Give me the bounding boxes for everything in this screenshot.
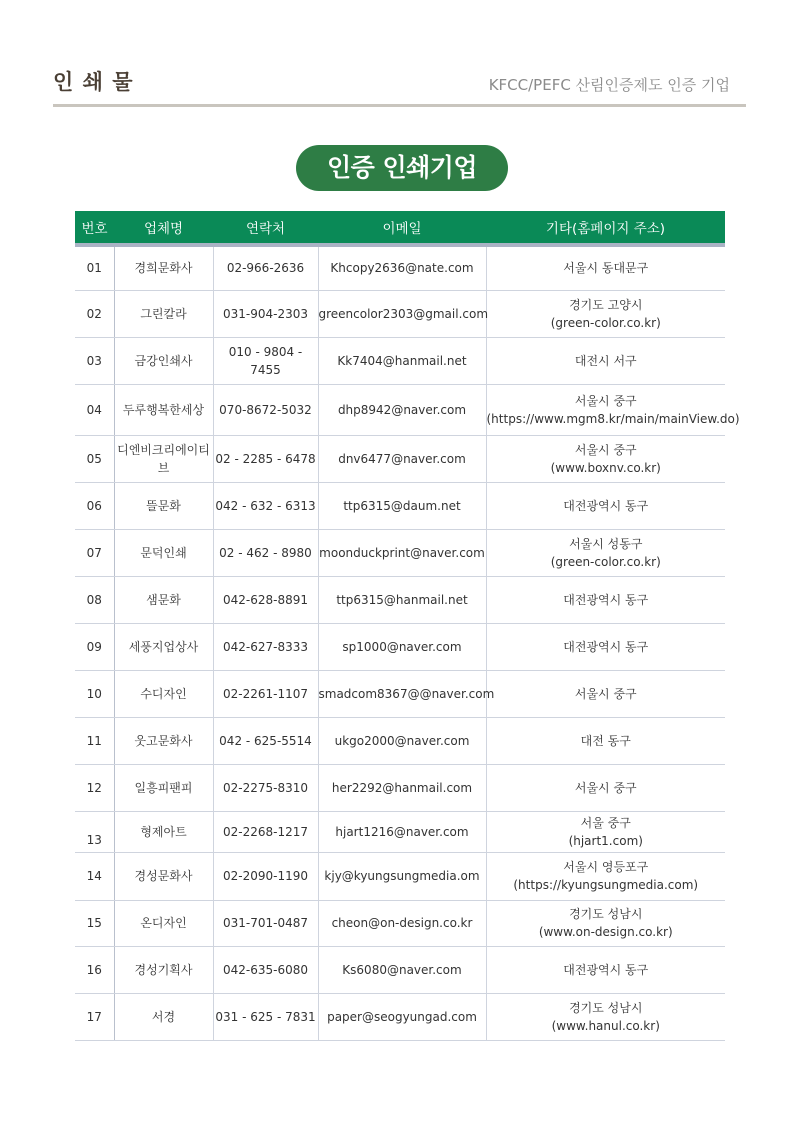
- etc-address: 대전광역시 동구: [563, 962, 649, 977]
- etc-homepage: (green-color.co.kr): [550, 554, 661, 569]
- table-row: [75, 384, 725, 435]
- cell-email: Khcopy2636@nate.com: [318, 245, 486, 290]
- cell-company-name: 샘문화: [114, 576, 213, 623]
- cell-etc: [486, 717, 725, 764]
- table-row: [75, 993, 725, 1040]
- column-header-no: 번호: [75, 211, 114, 245]
- cell-number: 03: [75, 337, 114, 384]
- cell-company-name: 세풍지업상사: [114, 623, 213, 670]
- etc-address: 서울시 중구: [574, 686, 637, 701]
- table-row: [75, 576, 725, 623]
- page-header: [53, 66, 746, 104]
- cell-company-name: 서경: [114, 993, 213, 1040]
- etc-homepage: (www.hanul.co.kr): [551, 1018, 660, 1033]
- cell-etc: [486, 576, 725, 623]
- certified-printers-table: [75, 211, 740, 1041]
- cell-phone: 042 - 632 - 6313: [213, 482, 318, 529]
- etc-address: 경기도 고양시: [569, 297, 643, 312]
- cell-email: ttp6315@hanmail.net: [318, 576, 486, 623]
- cell-email: moonduckprint@naver.com: [318, 529, 486, 576]
- cell-etc: [486, 337, 725, 384]
- cell-phone: 031-701-0487: [213, 900, 318, 946]
- cell-phone: 042-628-8891: [213, 576, 318, 623]
- cell-number: 08: [75, 576, 114, 623]
- cell-etc: [486, 482, 725, 529]
- cell-etc: [486, 290, 725, 337]
- cell-phone: 02-2261-1107: [213, 670, 318, 717]
- cell-company-name: 뜰문화: [114, 482, 213, 529]
- table-row: [75, 245, 725, 290]
- cell-phone: 02-2275-8310: [213, 764, 318, 811]
- etc-address: 대전시 서구: [574, 353, 637, 368]
- cell-number: 05: [75, 435, 114, 482]
- cell-phone: 042-635-6080: [213, 946, 318, 993]
- etc-homepage: (hjart1.com): [568, 833, 643, 848]
- cell-number: 02: [75, 290, 114, 337]
- column-header-email: 이메일: [318, 211, 486, 245]
- cell-phone: 042 - 625-5514: [213, 717, 318, 764]
- cell-company-name: 경희문화사: [114, 245, 213, 290]
- table-row: [75, 717, 725, 764]
- cell-number: 06: [75, 482, 114, 529]
- cell-company-name: 금강인쇄사: [114, 337, 213, 384]
- cell-number: 01: [75, 245, 114, 290]
- cell-email: cheon@on-design.co.kr: [318, 900, 486, 946]
- etc-address: 대전광역시 동구: [563, 498, 649, 513]
- cell-etc: [486, 764, 725, 811]
- cell-email: Kk7404@hanmail.net: [318, 337, 486, 384]
- cell-phone: 070-8672-5032: [213, 384, 318, 435]
- cell-etc: [486, 245, 725, 290]
- cell-company-name: 경성문화사: [114, 852, 213, 900]
- cell-number: 10: [75, 670, 114, 717]
- cell-company-name: 두루행복한세상: [114, 384, 213, 435]
- table-row: [75, 764, 725, 811]
- table-header-row: [75, 211, 725, 245]
- cell-phone: 02 - 462 - 8980: [213, 529, 318, 576]
- header-divider: [53, 104, 746, 107]
- table-row: [75, 623, 725, 670]
- cell-company-name: 형제아트: [114, 811, 213, 852]
- page-title: 인증 인쇄기업: [296, 145, 508, 191]
- etc-address: 대전광역시 동구: [563, 592, 649, 607]
- table-row: [75, 852, 725, 900]
- etc-address: 대전광역시 동구: [563, 639, 649, 654]
- cell-etc: [486, 852, 725, 900]
- etc-address: 서울시 영등포구: [563, 860, 649, 874]
- cell-phone: 031-904-2303: [213, 290, 318, 337]
- table-row: [75, 290, 725, 337]
- etc-address: 경기도 성남시: [569, 907, 643, 921]
- cell-phone: 010 - 9804 - 7455: [213, 337, 318, 384]
- cell-email: kjy@kyungsungmedia.om: [318, 852, 486, 900]
- cell-email: greencolor2303@gmail.com: [318, 290, 486, 337]
- cell-email: smadcom8367@@naver.com: [318, 670, 486, 717]
- etc-homepage: (https://kyungsungmedia.com): [513, 878, 699, 892]
- cell-number: 04: [75, 384, 114, 435]
- header-subtitle: KFCC/PEFC 산림인증제도 인증 기업: [488, 76, 730, 94]
- cell-phone: 042-627-8333: [213, 623, 318, 670]
- column-header-etc: 기타(홈페이지 주소): [486, 211, 725, 245]
- cell-number: 07: [75, 529, 114, 576]
- cell-phone: 02 - 2285 - 6478: [213, 435, 318, 482]
- cell-email: ttp6315@daum.net: [318, 482, 486, 529]
- cell-company-name: 경성기획사: [114, 946, 213, 993]
- cell-number: 16: [75, 946, 114, 993]
- cell-company-name: 디엔비크리에이티브: [114, 435, 213, 482]
- etc-address: 서울시 중구: [574, 780, 637, 795]
- table-row: [75, 670, 725, 717]
- etc-address: 대전 동구: [580, 733, 631, 748]
- cell-phone: 031 - 625 - 7831: [213, 993, 318, 1040]
- etc-address: 서울시 동대문구: [563, 261, 649, 276]
- cell-email: paper@seogyungad.com: [318, 993, 486, 1040]
- cell-etc: [486, 529, 725, 576]
- etc-address: 서울시 성동구: [569, 536, 643, 551]
- etc-homepage: (https://www.mgm8.kr/main/mainView.do): [486, 411, 740, 426]
- cell-company-name: 일흥피팬피: [114, 764, 213, 811]
- section-title: 인 쇄 물: [53, 70, 134, 94]
- cell-company-name: 웃고문화사: [114, 717, 213, 764]
- table-row: [75, 529, 725, 576]
- etc-address: 서울 중구: [580, 815, 631, 830]
- table-row: [75, 337, 725, 384]
- cell-etc: [486, 900, 725, 946]
- cell-number: 09: [75, 623, 114, 670]
- etc-homepage: (www.on-design.co.kr): [538, 925, 673, 939]
- cell-email: dnv6477@naver.com: [318, 435, 486, 482]
- cell-etc: [486, 811, 725, 852]
- etc-address: 서울시 중구: [574, 393, 637, 408]
- etc-homepage: (www.boxnv.co.kr): [550, 460, 661, 475]
- cell-email: her2292@hanmail.com: [318, 764, 486, 811]
- cell-email: dhp8942@naver.com: [318, 384, 486, 435]
- cell-email: ukgo2000@naver.com: [318, 717, 486, 764]
- table-row: [75, 435, 725, 482]
- cell-email: sp1000@naver.com: [318, 623, 486, 670]
- cell-email: Ks6080@naver.com: [318, 946, 486, 993]
- cell-number: 15: [75, 900, 114, 946]
- table-row: [75, 482, 725, 529]
- cell-etc: [486, 993, 725, 1040]
- etc-homepage: (green-color.co.kr): [550, 315, 661, 330]
- cell-phone: 02-2090-1190: [213, 852, 318, 900]
- cell-etc: [486, 623, 725, 670]
- cell-number: 13: [75, 811, 114, 852]
- column-header-company: 업체명: [114, 211, 213, 245]
- cell-number: 12: [75, 764, 114, 811]
- cell-phone: 02-2268-1217: [213, 811, 318, 852]
- etc-address: 경기도 성남시: [569, 1000, 643, 1015]
- cell-number: 14: [75, 852, 114, 900]
- column-header-contact: 연락처: [213, 211, 318, 245]
- cell-etc: [486, 435, 725, 482]
- cell-phone: 02-966-2636: [213, 245, 318, 290]
- cell-company-name: 문덕인쇄: [114, 529, 213, 576]
- cell-company-name: 온디자인: [114, 900, 213, 946]
- table-row: [75, 900, 725, 946]
- cell-etc: [486, 384, 740, 435]
- cell-etc: [486, 946, 725, 993]
- cell-number: 17: [75, 993, 114, 1040]
- table-row: [75, 946, 725, 993]
- table-row: [75, 811, 725, 852]
- cell-company-name: 그린칼라: [114, 290, 213, 337]
- cell-etc: [486, 670, 725, 717]
- etc-address: 서울시 중구: [574, 442, 637, 457]
- cell-number: 11: [75, 717, 114, 764]
- cell-company-name: 수디자인: [114, 670, 213, 717]
- cell-email: hjart1216@naver.com: [318, 811, 486, 852]
